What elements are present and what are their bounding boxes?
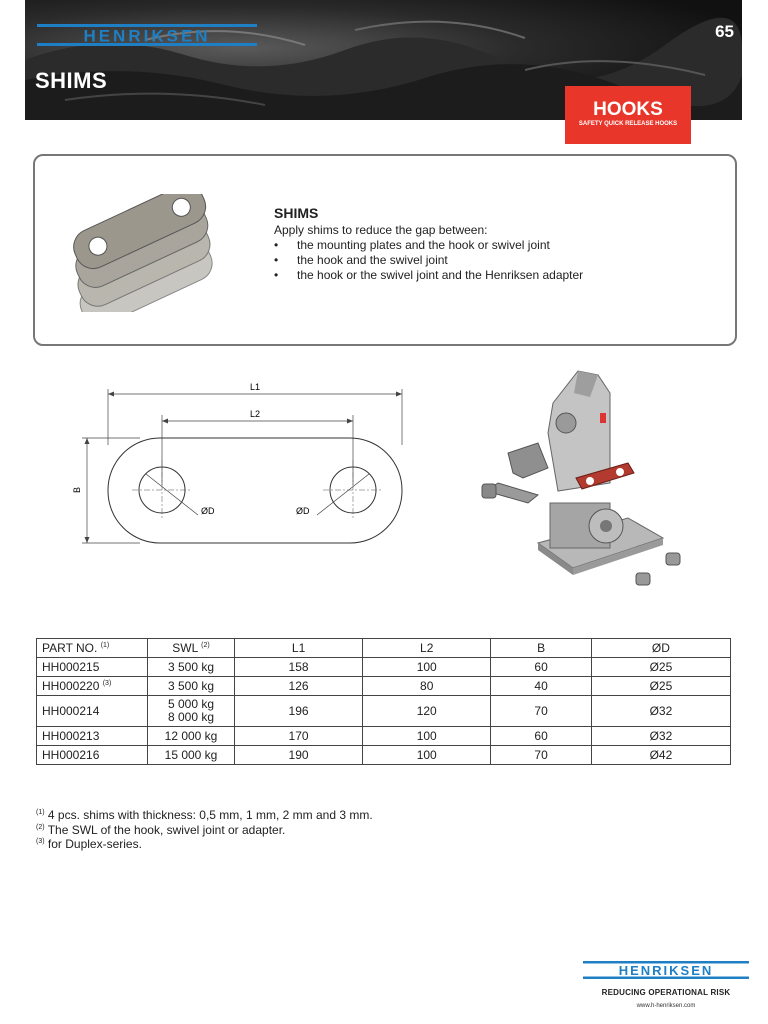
cell-d: Ø42 <box>591 746 730 765</box>
table-row <box>37 746 731 765</box>
page-number: 65 <box>715 22 734 41</box>
cell-d: Ø25 <box>591 658 730 677</box>
cell-part: HH000214 <box>37 696 148 727</box>
b-label: B <box>72 486 82 494</box>
footnote: $^{(1)}$ 4 pcs. shims with thickness: 0,5 mm, 1 mm, 2 mm and 3 mm. <box>36 808 373 822</box>
cell-b: 70 <box>491 746 592 765</box>
table-row <box>37 658 731 677</box>
cell-l2: 120 <box>363 696 491 727</box>
table-row <box>37 696 731 727</box>
cell-l1: 196 <box>235 696 363 727</box>
footer-henriksen-logo <box>583 961 749 979</box>
col-part-no: PART NO. $^{(1)}$ <box>37 639 148 658</box>
info-intro: Apply shims to reduce the gap between: <box>274 223 488 237</box>
cell-swl: 15 000 kg <box>148 746 235 765</box>
l2-label: L2 <box>249 409 261 419</box>
col-swl: SWL $^{(2)}$ <box>148 639 235 658</box>
cell-swl: 3 500 kg <box>148 658 235 677</box>
info-bullet-list <box>274 238 583 283</box>
footnote: $^{(3)}$ for Duplex-series. <box>36 837 142 851</box>
cell-d: Ø25 <box>591 677 730 696</box>
footnote: $^{(2)}$ The SWL of the hook, swivel joint or adapter. <box>36 822 286 837</box>
footer-logo-text: HENRIKSEN <box>618 963 714 978</box>
logo-text: HENRIKSEN <box>83 26 211 46</box>
hooks-section-badge[interactable] <box>565 86 691 144</box>
cell-b: 60 <box>491 727 592 746</box>
cell-swl: 12 000 kg <box>148 727 235 746</box>
hook-assembly-illustration <box>478 363 688 593</box>
d-label-left: ØD <box>201 506 215 516</box>
shims-info-box <box>33 154 737 346</box>
cell-b: 60 <box>491 658 592 677</box>
col-d: ØD <box>591 639 730 658</box>
cell-l1: 190 <box>235 746 363 765</box>
cell-l1: 126 <box>235 677 363 696</box>
col-b: B <box>491 639 592 658</box>
badge-title: HOOKS <box>593 99 663 120</box>
cell-l1: 158 <box>235 658 363 677</box>
cell-swl: 5 000 kg 8 000 kg <box>148 696 235 727</box>
shims-spec-table <box>36 638 731 765</box>
cell-swl: 3 500 kg <box>148 677 235 696</box>
cell-part: HH000215 <box>37 658 148 677</box>
footer-url[interactable]: www.h-henriksen.com <box>636 1003 696 1009</box>
info-heading: SHIMS <box>274 205 319 221</box>
shims-photo <box>53 194 223 312</box>
cell-l2: 80 <box>363 677 491 696</box>
cell-part: HH000216 <box>37 746 148 765</box>
info-bullet: • the hook or the swivel joint and the Henriksen adapter <box>274 268 583 283</box>
l1-label: L1 <box>249 382 261 392</box>
cell-part: HH000220 $^{(3)}$ <box>37 677 148 696</box>
cell-l2: 100 <box>363 727 491 746</box>
table-header-row <box>37 639 731 658</box>
shims-description <box>274 206 583 283</box>
footnotes <box>36 808 373 852</box>
d-label-right: ØD <box>296 506 310 516</box>
cell-d: Ø32 <box>591 727 730 746</box>
cell-part: HH000213 <box>37 727 148 746</box>
badge-subtitle: SAFETY QUICK RELEASE HOOKS <box>578 121 678 127</box>
info-bullet: • the mounting plates and the hook or swivel joint <box>274 238 583 253</box>
table-row <box>37 677 731 696</box>
table-row <box>37 727 731 746</box>
page-title: SHIMS <box>35 68 108 93</box>
cell-l1: 170 <box>235 727 363 746</box>
cell-b: 70 <box>491 696 592 727</box>
col-l1: L1 <box>235 639 363 658</box>
cell-b: 40 <box>491 677 592 696</box>
shim-technical-drawing <box>70 375 420 575</box>
henriksen-logo <box>37 24 257 46</box>
col-l2: L2 <box>363 639 491 658</box>
cell-d: Ø32 <box>591 696 730 727</box>
cell-l2: 100 <box>363 658 491 677</box>
footer-tagline: REDUCING OPERATIONAL RISK <box>601 988 731 997</box>
cell-l2: 100 <box>363 746 491 765</box>
info-bullet: • the hook and the swivel joint <box>274 253 583 268</box>
